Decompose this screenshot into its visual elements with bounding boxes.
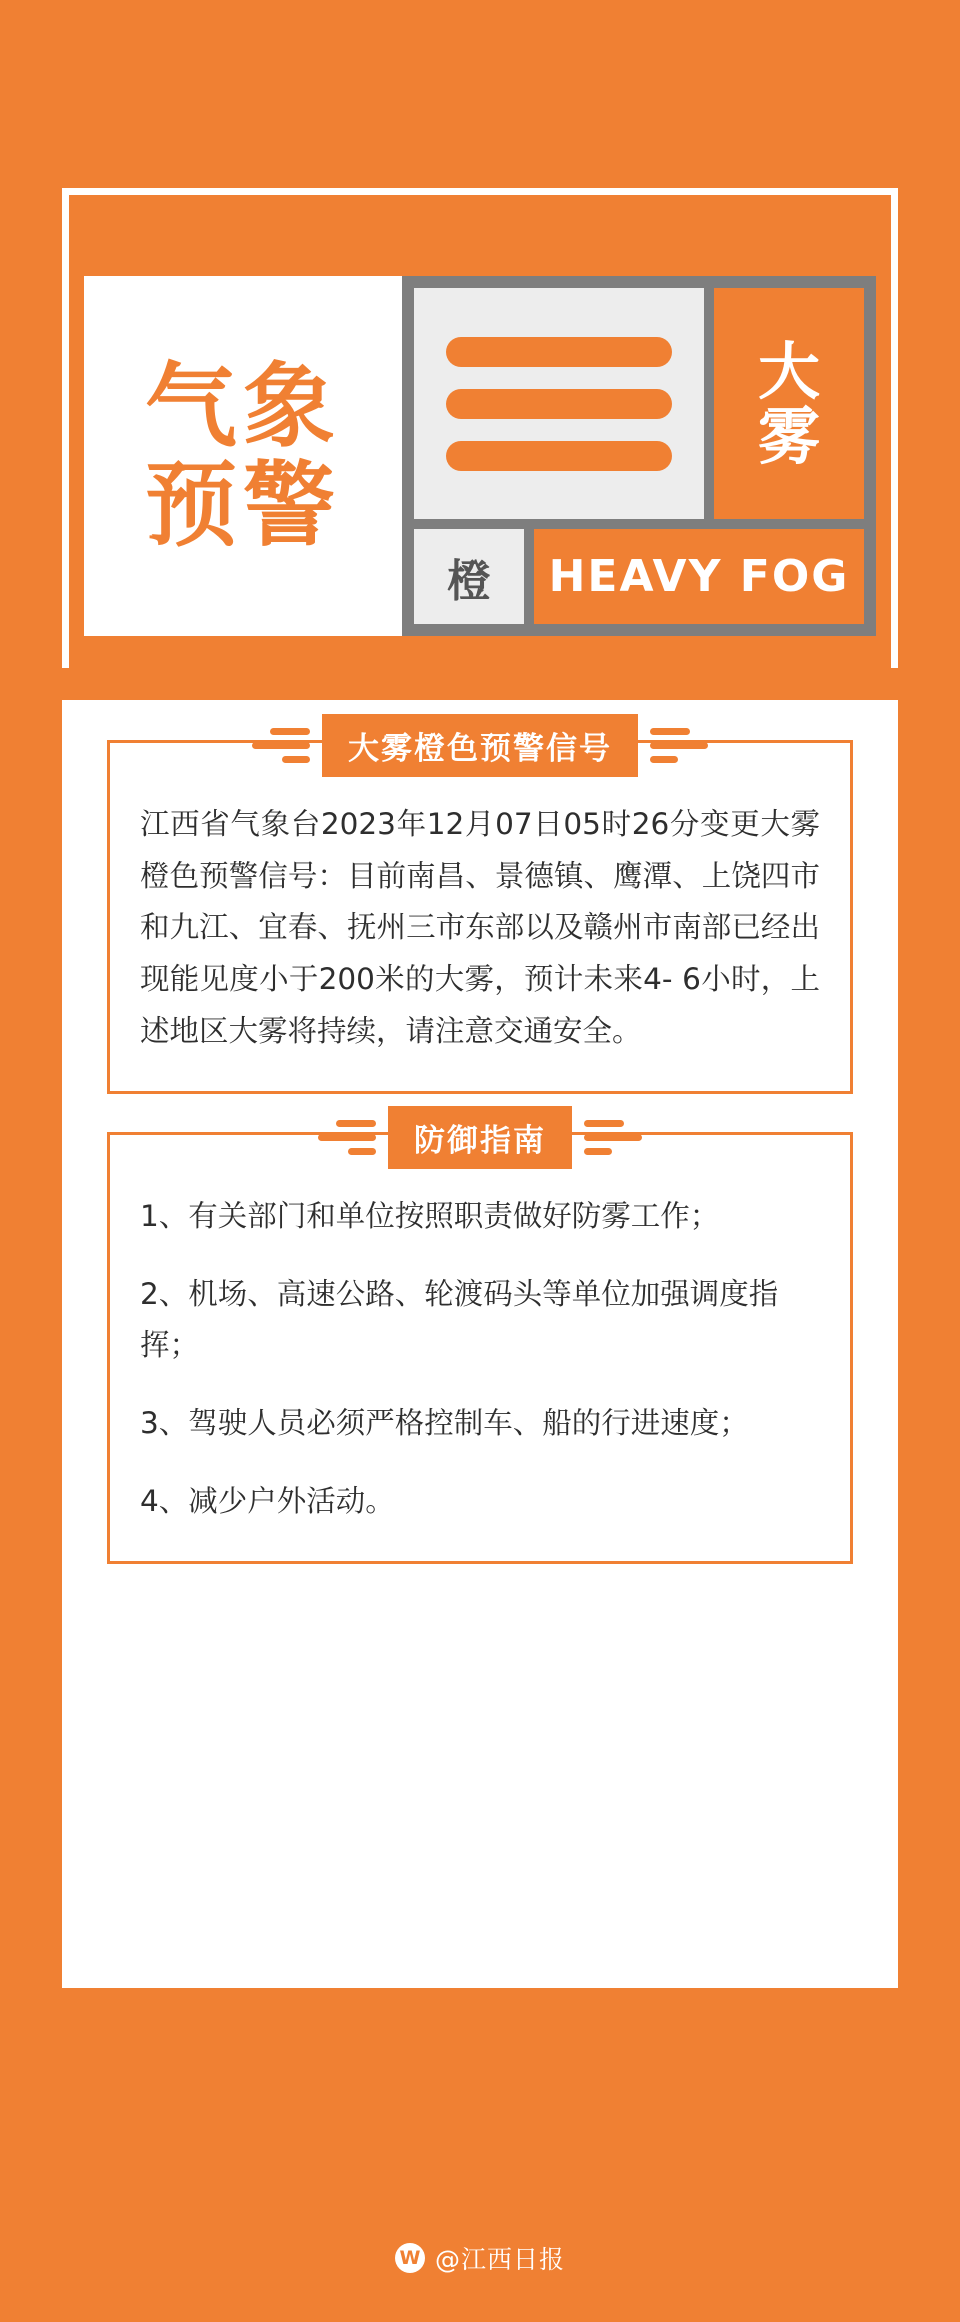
content-card [62, 700, 898, 1988]
guidelines-heading [107, 1106, 853, 1169]
poster-header [62, 188, 898, 668]
poster-title-line-2: 预警 [144, 452, 341, 559]
warning-signal-section [107, 731, 853, 1094]
guidelines-body [107, 1132, 853, 1564]
heading-dashes-left-icon [252, 728, 310, 763]
hazard-char-2: 雾 [757, 399, 820, 473]
warning-signal-text: 江西省气象台2023年12月07日05时26分变更大雾橙色预警信号：目前南昌、景德镇、鹰潭、上饶四市和九江、宜春、抚州三市东部以及赣州市南部已经出现能见度小于200米的大雾，预计未来4- 6小时，上述地区大雾将持续，请注意交通安全。 [140, 807, 820, 1048]
footer [0, 2240, 960, 2276]
guidelines-title: 防御指南 [388, 1106, 572, 1169]
guideline-item: 4、减少户外活动。 [140, 1483, 395, 1518]
warning-signal-heading [107, 714, 853, 777]
fog-bar-2 [446, 389, 672, 419]
guideline-item: 1、有关部门和单位按照职责做好防雾工作； [140, 1199, 720, 1234]
warning-sign [402, 276, 876, 636]
hazard-name-en: HEAVY FOG [534, 529, 864, 624]
guidelines-dashes-left-icon [318, 1120, 376, 1155]
fog-symbol-icon [414, 288, 704, 519]
guidelines-section [107, 1123, 853, 1564]
header-content [84, 276, 876, 636]
guidelines-dashes-right-icon [584, 1120, 642, 1155]
hazard-char-1: 大 [757, 334, 820, 408]
warning-level-badge: 橙 [414, 529, 524, 624]
warning-sign-bottom [414, 529, 864, 624]
weibo-icon: W [395, 2243, 425, 2273]
guideline-item: 2、机场、高速公路、轮渡码头等单位加强调度指挥； [140, 1276, 779, 1363]
warning-signal-title: 大雾橙色预警信号 [322, 714, 638, 777]
hazard-name-cn [714, 288, 864, 519]
fog-bar-1 [446, 337, 672, 367]
guideline-item: 3、驾驶人员必须严格控制车、船的行进速度； [140, 1406, 749, 1440]
poster-title [84, 276, 402, 636]
warning-sign-top [414, 288, 864, 519]
fog-bar-3 [446, 441, 672, 471]
footer-source: @江西日报 [434, 2245, 565, 2274]
heading-dashes-right-icon [650, 728, 708, 763]
poster-title-line-1: 气象 [144, 352, 341, 460]
warning-signal-body [107, 740, 853, 1094]
